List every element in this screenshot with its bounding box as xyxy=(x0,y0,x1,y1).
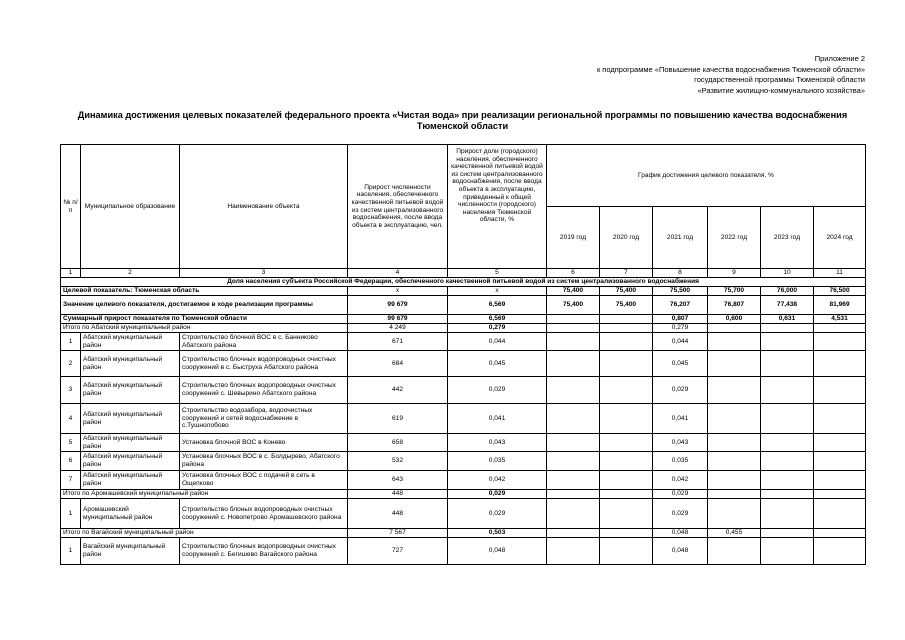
municipality: Абатский муниципальный район xyxy=(81,471,180,490)
header-year: 2020 год xyxy=(600,207,653,269)
object-name: Строительство блочной ВОС в с. Банниково Абатского района xyxy=(180,333,348,351)
year-value: 0,600 xyxy=(708,315,761,324)
year-value: 77,438 xyxy=(761,296,814,315)
target-row xyxy=(61,287,866,296)
row-number: 2 xyxy=(61,351,81,377)
column-number: 4 xyxy=(348,269,448,278)
year-value xyxy=(600,452,653,471)
header-year: 2022 год xyxy=(708,207,761,269)
cell: 6,569 xyxy=(448,315,547,324)
cell: 619 xyxy=(348,404,448,434)
appendix-block xyxy=(445,54,865,96)
cell: 658 xyxy=(348,434,448,452)
document-title: Динамика достижения целевых показателей федерального проекта «Чистая вода» при реализации региональной программы по повышению качества водоснабжения Тюменской области xyxy=(77,110,848,131)
cell: 448 xyxy=(348,490,448,499)
year-value xyxy=(600,333,653,351)
year-value xyxy=(761,434,814,452)
cell: 99 679 xyxy=(348,296,448,315)
row-number: 1 xyxy=(61,333,81,351)
cell: 0,029 xyxy=(448,377,547,404)
cell: 0,045 xyxy=(448,351,547,377)
table-row xyxy=(61,434,866,452)
year-value: 0,631 xyxy=(761,315,814,324)
year-value xyxy=(600,351,653,377)
object-name: Строительство водозабора, водоочистных сооружений и сетей водоснабжение в с.Тушнолобово xyxy=(180,404,348,434)
table-row xyxy=(61,471,866,490)
year-value xyxy=(547,404,600,434)
year-value xyxy=(761,538,814,565)
cell: 7 567 xyxy=(348,529,448,538)
year-value xyxy=(600,490,653,499)
year-value xyxy=(547,434,600,452)
cell: х xyxy=(448,287,547,296)
year-value xyxy=(814,452,866,471)
year-value: 75,400 xyxy=(547,287,600,296)
municipality: Абатский муниципальный район xyxy=(81,452,180,471)
cell: 532 xyxy=(348,452,448,471)
cell: 0,279 xyxy=(448,324,547,333)
year-value: 0,807 xyxy=(653,315,708,324)
year-value: 0,035 xyxy=(653,452,708,471)
header-year: 2019 год xyxy=(547,207,600,269)
object-name: Установка блочных ВОС в с. Болдырево, Абатского района xyxy=(180,452,348,471)
year-value xyxy=(600,434,653,452)
appendix-line: государственной программы Тюменской области xyxy=(694,75,865,85)
year-value xyxy=(814,499,866,529)
column-number: 7 xyxy=(600,269,653,278)
cell: 0,043 xyxy=(448,434,547,452)
section-title: Доля населения субъекта Российской Федерации, обеспеченного качественной питьевой водой из систем централизованного водоснабжения xyxy=(61,278,866,287)
year-value xyxy=(708,452,761,471)
column-number: 11 xyxy=(814,269,866,278)
year-value xyxy=(547,529,600,538)
cell: 643 xyxy=(348,471,448,490)
column-number: 5 xyxy=(448,269,547,278)
row-label: Целевой показатель: Тюменская область xyxy=(61,287,348,296)
row-number: 1 xyxy=(61,499,81,529)
year-value xyxy=(761,404,814,434)
table-row xyxy=(61,377,866,404)
year-value xyxy=(547,499,600,529)
year-value: 75,400 xyxy=(600,287,653,296)
year-value: 4,531 xyxy=(814,315,866,324)
municipality: Абатский муниципальный район xyxy=(81,333,180,351)
year-value xyxy=(761,490,814,499)
header-num: № п/п xyxy=(61,145,81,269)
column-number: 9 xyxy=(708,269,761,278)
municipality: Абатский муниципальный район xyxy=(81,404,180,434)
year-value: 0,029 xyxy=(653,377,708,404)
year-value xyxy=(814,434,866,452)
cell: 448 xyxy=(348,499,448,529)
indicator-table xyxy=(60,144,866,565)
year-value: 0,048 xyxy=(653,529,708,538)
cell: 684 xyxy=(348,351,448,377)
appendix-line: Приложение 2 xyxy=(814,54,865,63)
appendix-line: к подпрограмме «Повышение качества водоснабжения Тюменской области» xyxy=(596,64,865,74)
year-value xyxy=(814,404,866,434)
header-year: 2023 год xyxy=(761,207,814,269)
header-increase-population: Прирост численности населения, обеспеченного качественной питьевой водой из систем централизованного водоснабжения, после ввода объекта в эксплуатацию, чел. xyxy=(348,145,448,269)
header-year: 2021 год xyxy=(653,207,708,269)
object-name: Строительство блоных водопроводных очистных сооружений с. Новопетрово Аромашевского района xyxy=(180,499,348,529)
year-value: 75,400 xyxy=(547,296,600,315)
column-number: 2 xyxy=(81,269,180,278)
municipality: Аромашевский муниципальный район xyxy=(81,499,180,529)
cell: 442 xyxy=(348,377,448,404)
year-value xyxy=(761,529,814,538)
cell: 0,048 xyxy=(448,538,547,565)
year-value xyxy=(600,538,653,565)
object-name: Строительство блочных водопроводных очистных сооружений в с. Быструха Абатского района xyxy=(180,351,348,377)
year-value xyxy=(708,538,761,565)
year-value xyxy=(708,324,761,333)
year-value: 76,000 xyxy=(761,287,814,296)
cell: х xyxy=(348,287,448,296)
year-value xyxy=(547,315,600,324)
row-label: Итого по Абатский муниципальный район xyxy=(61,324,348,333)
year-value xyxy=(547,377,600,404)
municipality: Абатский муниципальный район xyxy=(81,377,180,404)
table-row xyxy=(61,404,866,434)
column-number: 6 xyxy=(547,269,600,278)
year-value: 0,029 xyxy=(653,499,708,529)
year-value xyxy=(761,471,814,490)
row-number: 5 xyxy=(61,434,81,452)
year-value xyxy=(600,529,653,538)
object-name: Установка блочной ВОС в Конево xyxy=(180,434,348,452)
year-value xyxy=(708,499,761,529)
cell: 0,503 xyxy=(448,529,547,538)
cell: 0,044 xyxy=(448,333,547,351)
year-value xyxy=(600,315,653,324)
appendix-line: «Развитие жилищно-коммунального хозяйства» xyxy=(697,85,865,95)
header-object: Наименование объекта xyxy=(180,145,348,269)
achieved-row xyxy=(61,296,866,315)
year-value xyxy=(600,377,653,404)
year-value xyxy=(814,529,866,538)
total-row xyxy=(61,315,866,324)
row-number: 1 xyxy=(61,538,81,565)
cell: 0,035 xyxy=(448,452,547,471)
row-label: Суммарный прирост показателя по Тюменской области xyxy=(61,315,348,324)
year-value xyxy=(814,471,866,490)
year-value xyxy=(814,324,866,333)
year-value xyxy=(600,471,653,490)
year-value: 0,043 xyxy=(653,434,708,452)
row-label: Итого по Аромашевский муниципальный район xyxy=(61,490,348,499)
row-number: 4 xyxy=(61,404,81,434)
column-number: 8 xyxy=(653,269,708,278)
year-value: 0,041 xyxy=(653,404,708,434)
year-value xyxy=(814,351,866,377)
table-row xyxy=(61,452,866,471)
cell: 671 xyxy=(348,333,448,351)
header-municipality: Муниципальное образование xyxy=(81,145,180,269)
header-schedule: График достижения целевого показателя, % xyxy=(547,145,866,207)
column-number: 3 xyxy=(180,269,348,278)
year-value: 0,455 xyxy=(708,529,761,538)
year-value xyxy=(708,434,761,452)
year-value: 76,207 xyxy=(653,296,708,315)
year-value xyxy=(761,377,814,404)
year-value xyxy=(708,351,761,377)
cell: 0,041 xyxy=(448,404,547,434)
district-total-row xyxy=(61,490,866,499)
year-value xyxy=(814,538,866,565)
cell: 0,029 xyxy=(448,490,547,499)
year-value xyxy=(708,333,761,351)
column-number: 1 xyxy=(61,269,81,278)
municipality: Абатский муниципальный район xyxy=(81,351,180,377)
header-increase-share: Прирост доли (городского) населения, обеспеченного качественной питьевой водой из систем централизованного водоснабжения, после ввода объекта в эксплуатацию, приведенный к общей численности (городского) населения Тюменской области, % xyxy=(448,145,547,269)
cell: 0,042 xyxy=(448,471,547,490)
row-number: 3 xyxy=(61,377,81,404)
table-row xyxy=(61,538,866,565)
year-value xyxy=(761,499,814,529)
year-value xyxy=(814,490,866,499)
year-value: 75,400 xyxy=(600,296,653,315)
year-value xyxy=(600,404,653,434)
year-value xyxy=(547,333,600,351)
year-value xyxy=(600,324,653,333)
year-value: 0,042 xyxy=(653,471,708,490)
table-row xyxy=(61,351,866,377)
row-number: 6 xyxy=(61,452,81,471)
object-name: Установка блочных ВОС с подачей в сеть в Ощепково xyxy=(180,471,348,490)
year-value: 0,044 xyxy=(653,333,708,351)
year-value xyxy=(547,538,600,565)
object-name: Строительство блочных водопроводных очистных сооружений с. Шевырино Абатского района xyxy=(180,377,348,404)
table-row xyxy=(61,333,866,351)
column-number: 10 xyxy=(761,269,814,278)
cell: 4 249 xyxy=(348,324,448,333)
year-value xyxy=(600,499,653,529)
year-value: 0,045 xyxy=(653,351,708,377)
cell: 0,029 xyxy=(448,499,547,529)
year-value xyxy=(708,404,761,434)
year-value xyxy=(708,471,761,490)
year-value: 81,969 xyxy=(814,296,866,315)
year-value xyxy=(547,471,600,490)
year-value: 0,029 xyxy=(653,490,708,499)
year-value xyxy=(547,324,600,333)
municipality: Абатский муниципальный район xyxy=(81,434,180,452)
year-value xyxy=(761,351,814,377)
year-value: 75,700 xyxy=(708,287,761,296)
year-value xyxy=(708,490,761,499)
year-value xyxy=(761,333,814,351)
year-value xyxy=(708,377,761,404)
municipality: Вагайский муниципальный район xyxy=(81,538,180,565)
year-value: 75,500 xyxy=(653,287,708,296)
column-number-row xyxy=(61,269,866,278)
year-value xyxy=(761,452,814,471)
year-value xyxy=(814,333,866,351)
object-name: Строительство блочных водопроводных очистных сооружений с. Бегишево Вагайского района xyxy=(180,538,348,565)
cell: 99 679 xyxy=(348,315,448,324)
year-value xyxy=(547,351,600,377)
district-total-row xyxy=(61,324,866,333)
row-label: Значение целевого показателя, достигаемое в ходе реализации программы xyxy=(61,296,348,315)
year-value: 0,279 xyxy=(653,324,708,333)
year-value xyxy=(761,324,814,333)
cell: 727 xyxy=(348,538,448,565)
row-label: Итого по Вагайский муниципальный район xyxy=(61,529,348,538)
year-value: 0,048 xyxy=(653,538,708,565)
year-value xyxy=(814,377,866,404)
row-number: 7 xyxy=(61,471,81,490)
header-year: 2024 год xyxy=(814,207,866,269)
year-value xyxy=(547,490,600,499)
year-value: 76,807 xyxy=(708,296,761,315)
cell: 6,569 xyxy=(448,296,547,315)
table-row xyxy=(61,499,866,529)
year-value xyxy=(547,452,600,471)
district-total-row xyxy=(61,529,866,538)
year-value: 76,500 xyxy=(814,287,866,296)
